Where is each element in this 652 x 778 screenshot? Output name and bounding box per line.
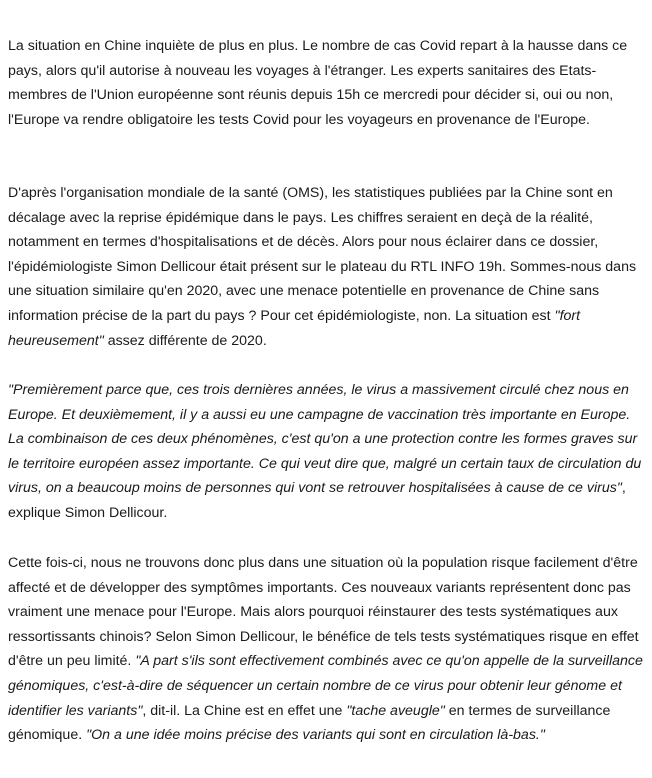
- quote-dellicour: "Premièrement parce que, ces trois dernières années, le virus a massivement circulé chez nous en Europe. Et deuxièmement, il y a aussi eu une campagne de vaccination très importante en Europe. La combinaison de ces deux phénomènes, c'est qu'on a une protection contre les formes graves sur le territoire européen assez importante. Ce qui veut dire que, malgré un certain taux de circulation du virus, on a beaucoup moins de personnes qui vont se retrouver hospitalisées à cause de ce virus": [8, 382, 642, 497]
- paragraph-quote-dellicour: [8, 378, 644, 526]
- quote-fort-heureusement: "fort heureusement": [8, 307, 581, 349]
- paragraph-intro-text: La situation en Chine inquiète de plus en plus. Le nombre de cas Covid repart à la hausse dans ce pays, alors qu'il autorise à nouveau les voyages à l'étranger. Les experts sanitaires des Etats-membres de l'Union européenne sont réunis depuis 15h ce mercredi pour décider si, oui ou non, l'Europe va rendre obligatoire les tests Covid pour les voyageurs en provenance de l'Europe.: [8, 38, 628, 128]
- quote-tache-aveugle: "tache aveugle": [346, 702, 445, 719]
- paragraph-oms: [8, 181, 644, 353]
- paragraph-tests-text: Cette fois-ci, nous ne trouvons donc plus dans une situation où la population risque facilement d'être affecté et de développer des symptômes importants. Ces nouveaux variants représentent donc pas vraiment une menace pour l'Europe. Mais alors pourquoi réinstaurer des tests systématiques aux ressortissants chinois? Selon Simon Dellicour, le bénéfice de tels tests systématiques risque en effet d'être un peu limité.: [8, 555, 639, 670]
- quote-variants: "On a une idée moins précise des variants qui sont en circulation là-bas.": [86, 727, 545, 744]
- paragraph-oms-text: D'après l'organisation mondiale de la santé (OMS), les statistiques publiées par la Chine sont en décalage avec la reprise épidémique dans le pays. Les chiffres seraient en deçà de la réalité, notamment en termes d'hospitalisations et de décès. Alors pour nous éclairer dans ce dossier, l'épidémiologiste Simon Dellicour était présent sur le plateau du RTL INFO 19h. Sommes-nous dans une situation similaire qu'en 2020, avec une menace potentielle en provenance de Chine sans information précise de la part du pays ? Pour cet épidémiologiste, non. La situation est: [8, 185, 637, 324]
- quote-surveillance: "A part s'ils sont effectivement combinés avec ce qu'on appelle de la surveillance génomiques, c'est-à-dire de séquencer un certain nombre de ce virus pour obtenir leur génome et identifier les variants": [8, 653, 643, 719]
- paragraph-oms-end: assez différente de 2020.: [103, 332, 267, 349]
- paragraph-tests: [8, 551, 644, 748]
- paragraph-tests-mid2: en termes de surveillance génomique.: [8, 702, 611, 744]
- paragraph-tests-mid: , dit-il. La Chine est en effet une: [142, 702, 347, 719]
- quote-attribution: , explique Simon Dellicour.: [8, 480, 626, 521]
- paragraph-intro: [8, 34, 644, 132]
